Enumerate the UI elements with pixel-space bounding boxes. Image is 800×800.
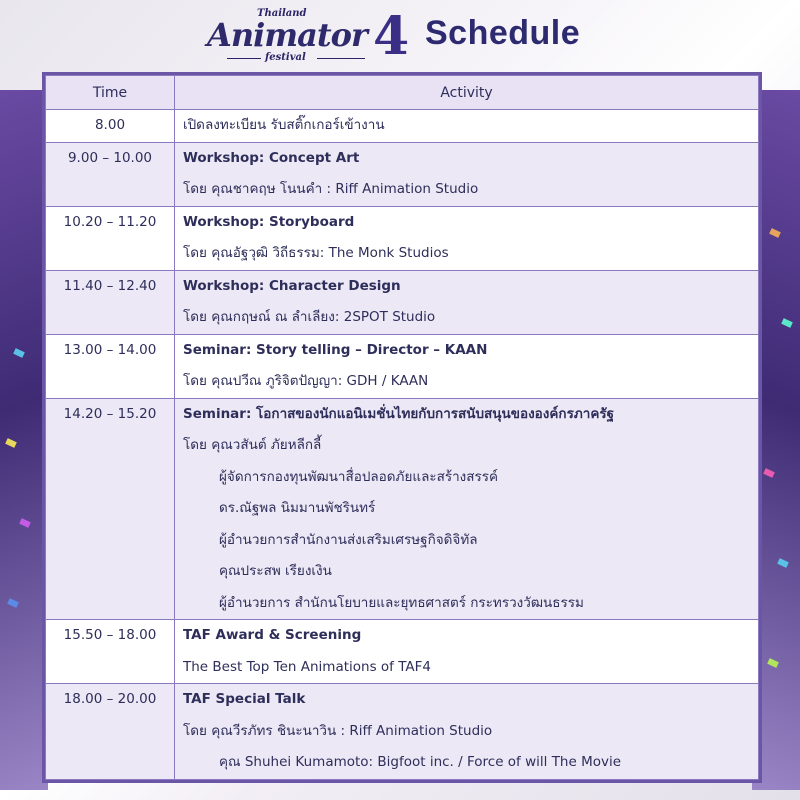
table-row: [46, 620, 759, 684]
table-row: [46, 684, 759, 780]
time-cell: 10.20 – 11.20: [46, 206, 175, 270]
table-header-row: [46, 76, 759, 110]
session-detail: โดย คุณวีรภัทร ชินะนาวิน : Riff Animation Studio: [183, 722, 493, 739]
session-title: Workshop: Concept Art: [183, 149, 360, 166]
session-detail: โดย คุณอัฐวุฒิ วิถีธรรม: The Monk Studios: [183, 245, 449, 261]
logo-number: 4: [373, 6, 410, 67]
activity-cell: [175, 334, 759, 398]
logo-line-right: [317, 58, 365, 59]
table-row: [46, 398, 759, 620]
session-detail: The Best Top Ten Animations of TAF4: [183, 658, 432, 675]
time-cell: 8.00: [46, 110, 175, 143]
logo-festival-text: festival: [265, 52, 306, 63]
activity-cell: [175, 142, 759, 206]
session-detail: โดย คุณวสันต์ ภัยหลีกลี้: [183, 437, 322, 453]
table-row: [46, 142, 759, 206]
session-title: TAF Award & Screening: [183, 627, 362, 643]
session-title: TAF Special Talk: [183, 691, 306, 707]
session-detail: คุณประสพ เรียงเงิน: [219, 563, 332, 579]
session-detail: โดย คุณกฤษณ์ ณ ลำเลียง: 2SPOT Studio: [183, 309, 436, 325]
header: [0, 0, 800, 70]
session-detail: โดย คุณปวีณ ภูริจิตปัญญา: GDH / KAAN: [183, 373, 429, 389]
activity-cell: [175, 206, 759, 270]
session-detail: เปิดลงทะเบียน รับสติ๊กเกอร์เข้างาน: [183, 117, 385, 133]
table-row: [46, 110, 759, 143]
activity-cell: [175, 270, 759, 334]
session-title: Seminar: Story telling – Director – KAAN: [183, 341, 488, 358]
table-row: [46, 270, 759, 334]
time-cell: 18.00 – 20.00: [46, 684, 175, 780]
time-cell: 9.00 – 10.00: [46, 142, 175, 206]
session-detail: คุณ Shuhei Kumamoto: Bigfoot inc. / Force of will The Movie: [219, 754, 622, 770]
page-title: Schedule: [425, 14, 581, 52]
session-detail: ดร.ณัฐพล นิมมานพัชรินทร์: [219, 500, 376, 516]
session-detail: ผู้อำนวยการสำนักงานส่งเสริมเศรษฐกิจดิจิทัล: [219, 531, 478, 548]
session-title: Seminar: โอกาสของนักแอนิเมชั่นไทยกับการสนับสนุนขององค์กรภาครัฐ: [183, 405, 615, 422]
time-cell: 15.50 – 18.00: [46, 620, 175, 684]
logo-thailand-text: Thailand: [257, 8, 307, 19]
activity-column-header: Activity: [175, 76, 759, 110]
time-cell: 13.00 – 14.00: [46, 334, 175, 398]
festival-logo: [205, 6, 420, 68]
session-title: Workshop: Character Design: [183, 277, 401, 294]
activity-cell: [175, 110, 759, 143]
session-detail: ผู้จัดการกองทุนพัฒนาสื่อปลอดภัยและสร้างสรรค์: [219, 468, 499, 485]
time-cell: 11.40 – 12.40: [46, 270, 175, 334]
session-title: Workshop: Storyboard: [183, 213, 355, 230]
table-row: [46, 206, 759, 270]
table-row: [46, 334, 759, 398]
session-detail: ผู้อำนวยการ สำนักนโยบายและยุทธศาสตร์ กระทรวงวัฒนธรรม: [219, 594, 584, 611]
activity-cell: [175, 620, 759, 684]
activity-cell: [175, 684, 759, 780]
schedule-table: [42, 72, 762, 783]
time-cell: 14.20 – 15.20: [46, 398, 175, 620]
schedule-body: [46, 110, 759, 780]
logo-line-left: [227, 58, 261, 59]
activity-cell: [175, 398, 759, 620]
logo-main-text: Animator: [207, 16, 367, 54]
time-column-header: Time: [46, 76, 175, 110]
session-detail: โดย คุณชาคฤษ โนนคำ : Riff Animation Studio: [183, 181, 479, 197]
